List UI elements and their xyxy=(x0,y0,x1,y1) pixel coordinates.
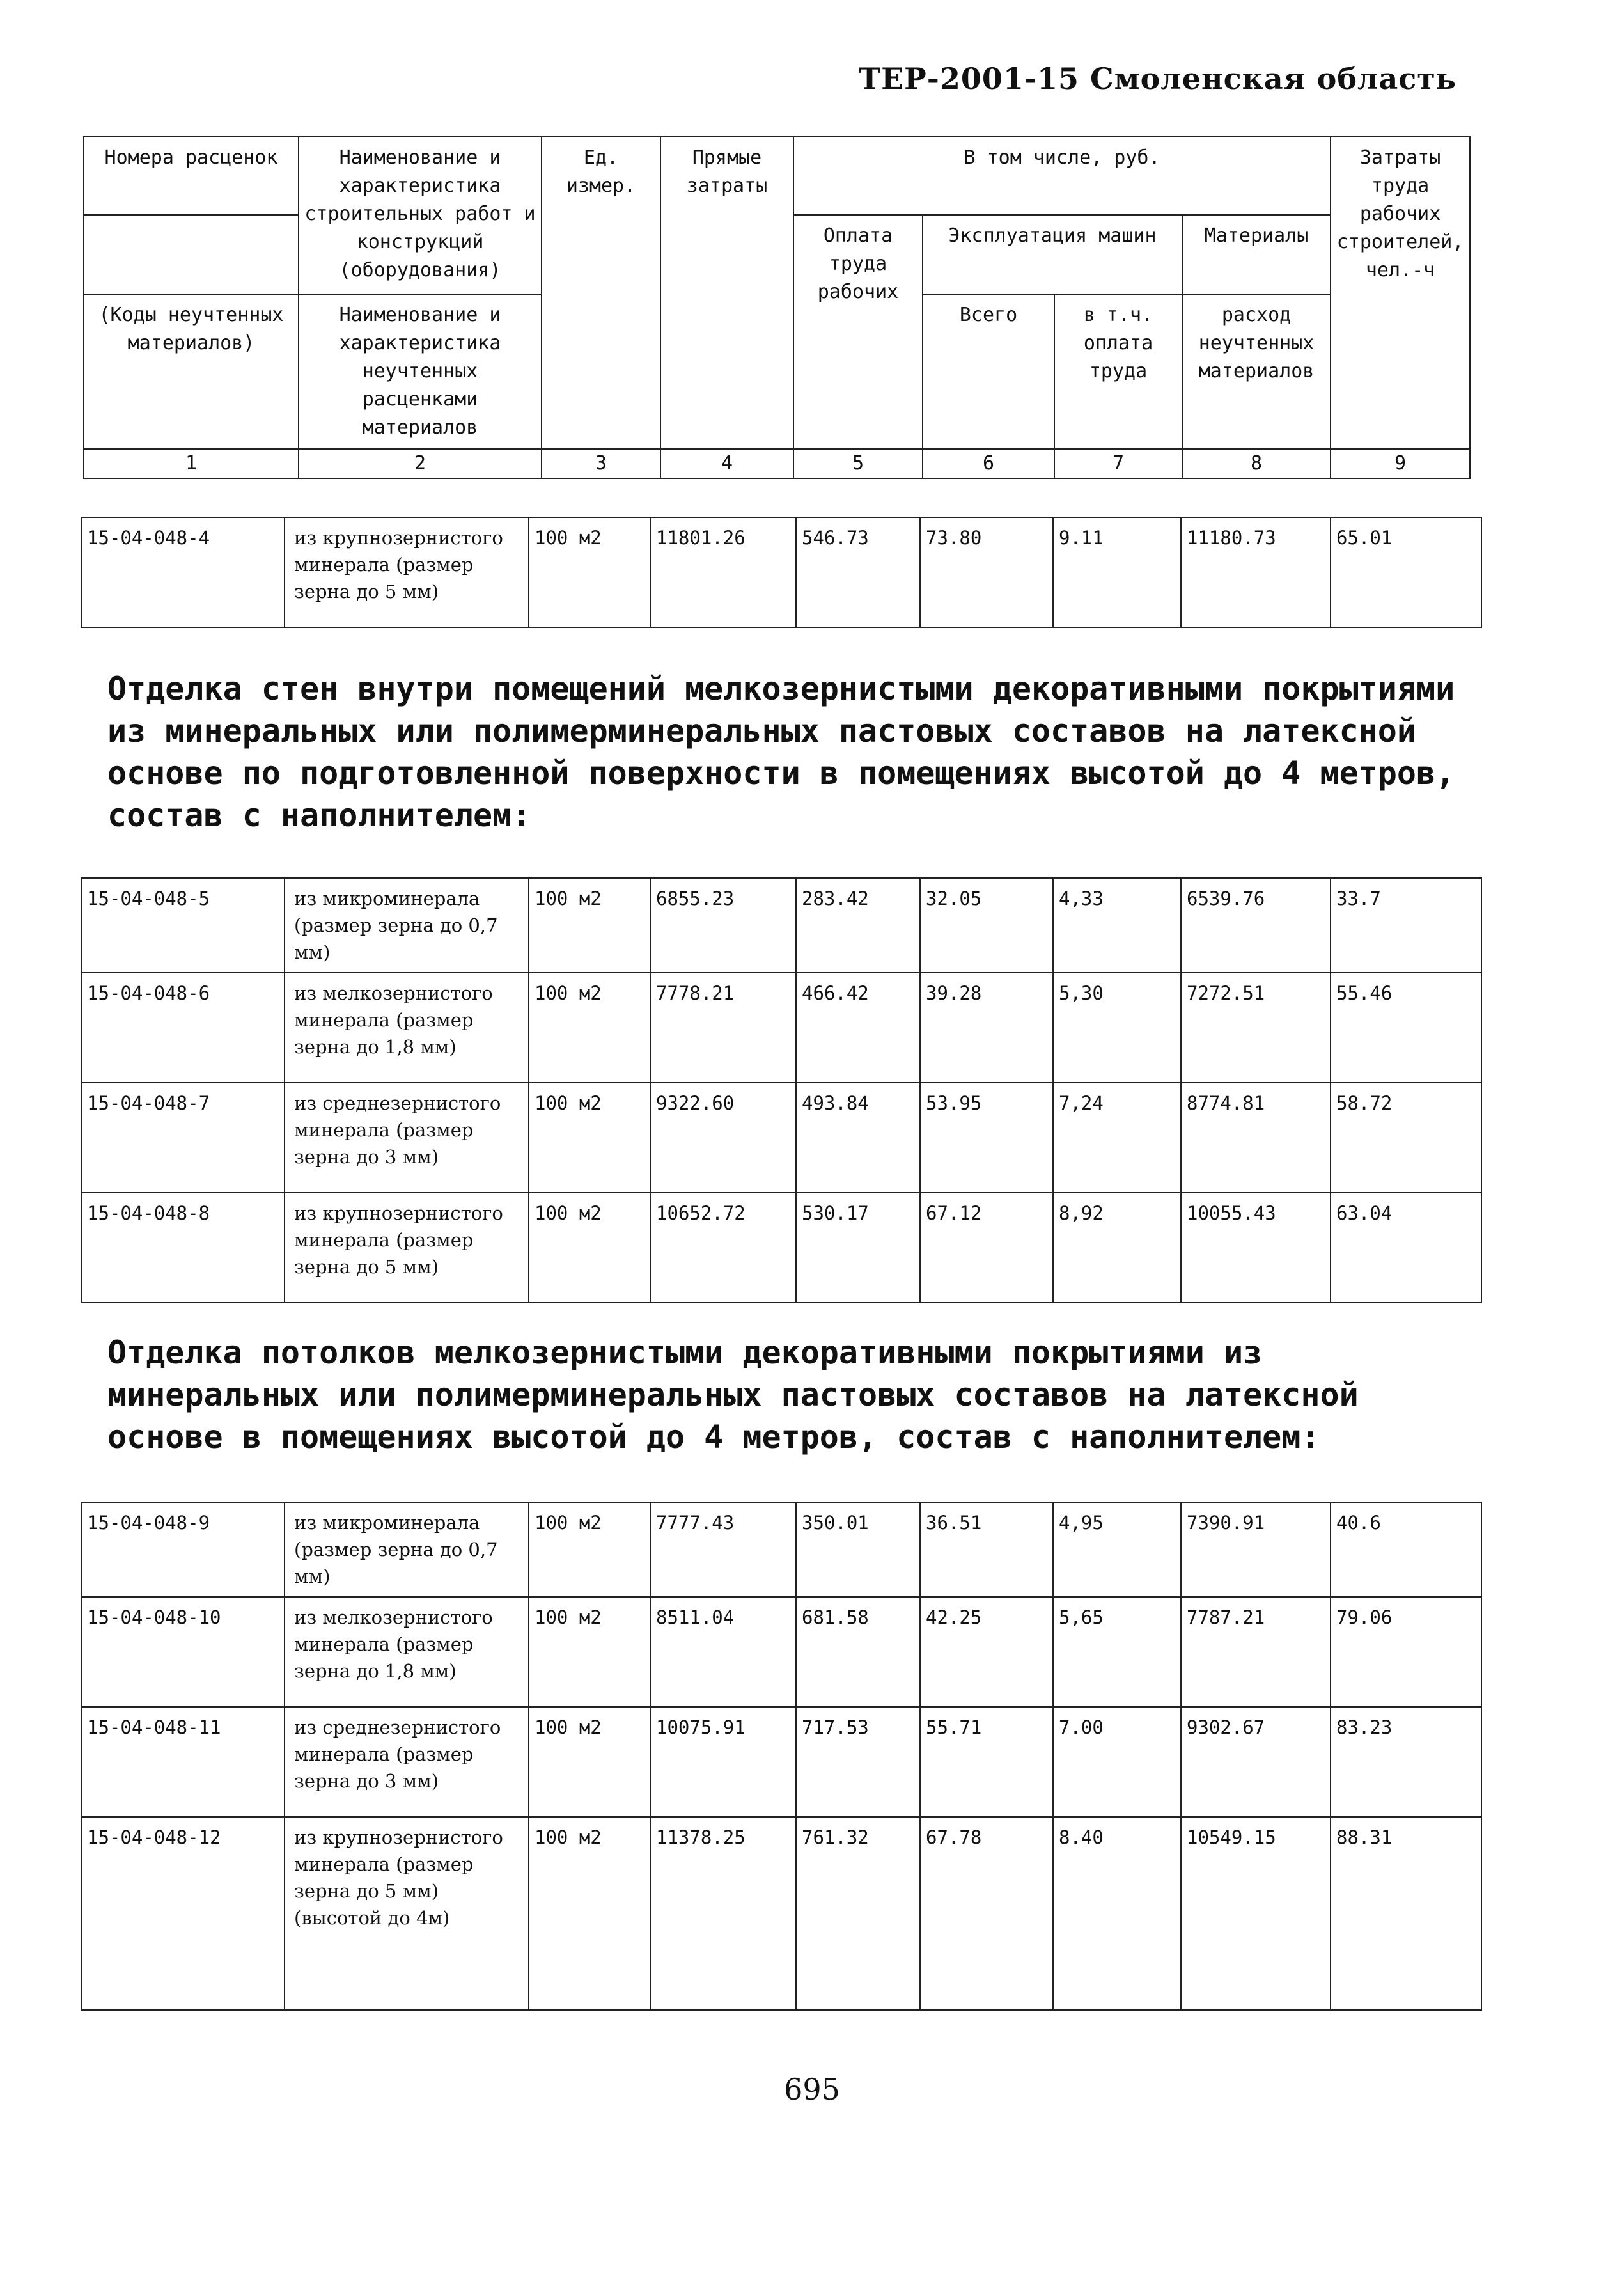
table-row xyxy=(81,1083,1481,1193)
page-number: 695 xyxy=(784,2072,840,2107)
running-title: ТЕР-2001-15 Смоленская область xyxy=(858,61,1456,96)
rate-code: 15-04-048-11 xyxy=(81,1707,285,1817)
labor-cost: 350.01 xyxy=(796,1502,920,1597)
header-col7: в т.ч. оплата труда xyxy=(1054,294,1182,449)
labor-cost: 466.42 xyxy=(796,973,920,1083)
materials-cost: 6539.76 xyxy=(1181,878,1331,973)
machines-cost: 39.28 xyxy=(920,973,1053,1083)
direct-cost: 11801.26 xyxy=(650,517,796,627)
machine-labor-cost: 9.11 xyxy=(1053,517,1181,627)
rate-code: 15-04-048-5 xyxy=(81,878,285,973)
header-machines: Эксплуатация машин xyxy=(923,215,1182,294)
materials-cost: 10549.15 xyxy=(1181,1817,1331,2010)
machines-cost: 53.95 xyxy=(920,1083,1053,1193)
work-name: из мелкозернистого минерала (размер зерна до 1,8 мм) xyxy=(285,1597,529,1707)
section-title-ceilings: Отделка потолков мелкозернистыми декоративными покрытиями из минеральных или полимерминеральных пастовых составов на латексной основе в помещениях высотой до 4 метров, состав с наполнителем: xyxy=(107,1334,1359,1456)
direct-cost: 6855.23 xyxy=(650,878,796,973)
materials-cost: 7787.21 xyxy=(1181,1597,1331,1707)
col-number-8: 8 xyxy=(1182,449,1331,478)
machine-labor-cost: 4,95 xyxy=(1053,1502,1181,1597)
unit: 100 м2 xyxy=(529,517,650,627)
labor-hours: 63.04 xyxy=(1331,1193,1481,1303)
rate-code: 15-04-048-7 xyxy=(81,1083,285,1193)
work-name: из крупнозернистого минерала (размер зерна до 5 мм) (высотой до 4м) xyxy=(285,1817,529,2010)
table-row xyxy=(81,1707,1481,1817)
machines-cost: 73.80 xyxy=(920,517,1053,627)
rate-code: 15-04-048-10 xyxy=(81,1597,285,1707)
rates-table-ceilings xyxy=(81,1502,1482,2011)
machines-cost: 67.12 xyxy=(920,1193,1053,1303)
materials-cost: 10055.43 xyxy=(1181,1193,1331,1303)
work-name: из мелкозернистого минерала (размер зерна до 1,8 мм) xyxy=(285,973,529,1083)
machine-labor-cost: 7.00 xyxy=(1053,1707,1181,1817)
direct-cost: 10652.72 xyxy=(650,1193,796,1303)
machines-cost: 42.25 xyxy=(920,1597,1053,1707)
col-number-4: 4 xyxy=(660,449,793,478)
direct-cost: 10075.91 xyxy=(650,1707,796,1817)
rate-code: 15-04-048-6 xyxy=(81,973,285,1083)
work-name: из среднезернистого минерала (размер зерна до 3 мм) xyxy=(285,1083,529,1193)
work-name: из среднезернистого минерала (размер зерна до 3 мм) xyxy=(285,1707,529,1817)
labor-cost: 717.53 xyxy=(796,1707,920,1817)
table-row xyxy=(81,1193,1481,1303)
unit: 100 м2 xyxy=(529,1597,650,1707)
table-row xyxy=(81,973,1481,1083)
work-name: из крупнозернистого минерала (размер зерна до 5 мм) xyxy=(285,1193,529,1303)
header-col6: Всего xyxy=(923,294,1054,449)
col-number-3: 3 xyxy=(542,449,660,478)
labor-hours: 55.46 xyxy=(1331,973,1481,1083)
labor-hours: 79.06 xyxy=(1331,1597,1481,1707)
machines-cost: 36.51 xyxy=(920,1502,1053,1597)
work-name: из микроминерала (размер зерна до 0,7 мм) xyxy=(285,878,529,973)
col-number-1: 1 xyxy=(84,449,299,478)
direct-cost: 9322.60 xyxy=(650,1083,796,1193)
machines-cost: 55.71 xyxy=(920,1707,1053,1817)
unit: 100 м2 xyxy=(529,878,650,973)
header-col1-gap xyxy=(84,215,299,294)
machine-labor-cost: 8.40 xyxy=(1053,1817,1181,2010)
header-group: В том числе, руб. xyxy=(793,137,1331,215)
col-number-9: 9 xyxy=(1331,449,1470,478)
rate-code: 15-04-048-12 xyxy=(81,1817,285,2010)
labor-cost: 493.84 xyxy=(796,1083,920,1193)
direct-cost: 7778.21 xyxy=(650,973,796,1083)
work-name: из крупнозернистого минерала (размер зерна до 5 мм) xyxy=(285,517,529,627)
col-number-7: 7 xyxy=(1054,449,1182,478)
labor-hours: 58.72 xyxy=(1331,1083,1481,1193)
materials-cost: 9302.67 xyxy=(1181,1707,1331,1817)
unit: 100 м2 xyxy=(529,1502,650,1597)
machine-labor-cost: 7,24 xyxy=(1053,1083,1181,1193)
materials-cost: 7272.51 xyxy=(1181,973,1331,1083)
rate-code: 15-04-048-4 xyxy=(81,517,285,627)
header-col1-top: Номера расценок xyxy=(84,137,299,215)
rate-code: 15-04-048-8 xyxy=(81,1193,285,1303)
header-col8-top: Материалы xyxy=(1182,215,1331,294)
col-number-2: 2 xyxy=(299,449,542,478)
machines-cost: 67.78 xyxy=(920,1817,1053,2010)
header-col8-bottom: расход неучтенных материалов xyxy=(1182,294,1331,449)
labor-hours: 33.7 xyxy=(1331,878,1481,973)
labor-cost: 681.58 xyxy=(796,1597,920,1707)
unit: 100 м2 xyxy=(529,1817,650,2010)
header-col9: Затраты труда рабочих строителей, чел.-ч xyxy=(1331,137,1470,449)
machine-labor-cost: 5,30 xyxy=(1053,973,1181,1083)
unit: 100 м2 xyxy=(529,973,650,1083)
direct-cost: 8511.04 xyxy=(650,1597,796,1707)
labor-hours: 88.31 xyxy=(1331,1817,1481,2010)
table-row xyxy=(81,517,1481,627)
header-col2-top: Наименование и характеристика строительных работ и конструкций (оборудования) xyxy=(299,137,542,294)
header-col4: Прямые затраты xyxy=(660,137,793,449)
direct-cost: 11378.25 xyxy=(650,1817,796,2010)
work-name: из микроминерала (размер зерна до 0,7 мм) xyxy=(285,1502,529,1597)
table-row xyxy=(81,1597,1481,1707)
rates-table-walls xyxy=(81,877,1482,1303)
col-number-6: 6 xyxy=(923,449,1054,478)
unit: 100 м2 xyxy=(529,1083,650,1193)
header-col1-bottom: (Коды неучтенных материалов) xyxy=(84,294,299,449)
col-number-5: 5 xyxy=(793,449,923,478)
materials-cost: 7390.91 xyxy=(1181,1502,1331,1597)
header-col2-bottom: Наименование и характеристика неучтенных расценками материалов xyxy=(299,294,542,449)
rate-code: 15-04-048-9 xyxy=(81,1502,285,1597)
section-title-walls: Отделка стен внутри помещений мелкозернистыми декоративными покрытиями из минеральных или полимерминеральных пастовых составов на латексной основе по подготовленной поверхности в помещениях высотой до 4 метров, состав с наполнителем: xyxy=(107,670,1455,834)
labor-cost: 546.73 xyxy=(796,517,920,627)
machine-labor-cost: 8,92 xyxy=(1053,1193,1181,1303)
materials-cost: 11180.73 xyxy=(1181,517,1331,627)
materials-cost: 8774.81 xyxy=(1181,1083,1331,1193)
rates-table-top xyxy=(81,517,1482,628)
labor-cost: 761.32 xyxy=(796,1817,920,2010)
labor-cost: 530.17 xyxy=(796,1193,920,1303)
labor-cost: 283.42 xyxy=(796,878,920,973)
labor-hours: 83.23 xyxy=(1331,1707,1481,1817)
unit: 100 м2 xyxy=(529,1193,650,1303)
table-row xyxy=(81,1502,1481,1597)
table-row xyxy=(81,878,1481,973)
header-col5: Оплата труда рабочих xyxy=(793,215,923,449)
header-table xyxy=(83,136,1471,479)
labor-hours: 65.01 xyxy=(1331,517,1481,627)
labor-hours: 40.6 xyxy=(1331,1502,1481,1597)
machine-labor-cost: 4,33 xyxy=(1053,878,1181,973)
machines-cost: 32.05 xyxy=(920,878,1053,973)
unit: 100 м2 xyxy=(529,1707,650,1817)
table-row xyxy=(81,1817,1481,2010)
direct-cost: 7777.43 xyxy=(650,1502,796,1597)
header-col3: Ед. измер. xyxy=(542,137,660,449)
machine-labor-cost: 5,65 xyxy=(1053,1597,1181,1707)
